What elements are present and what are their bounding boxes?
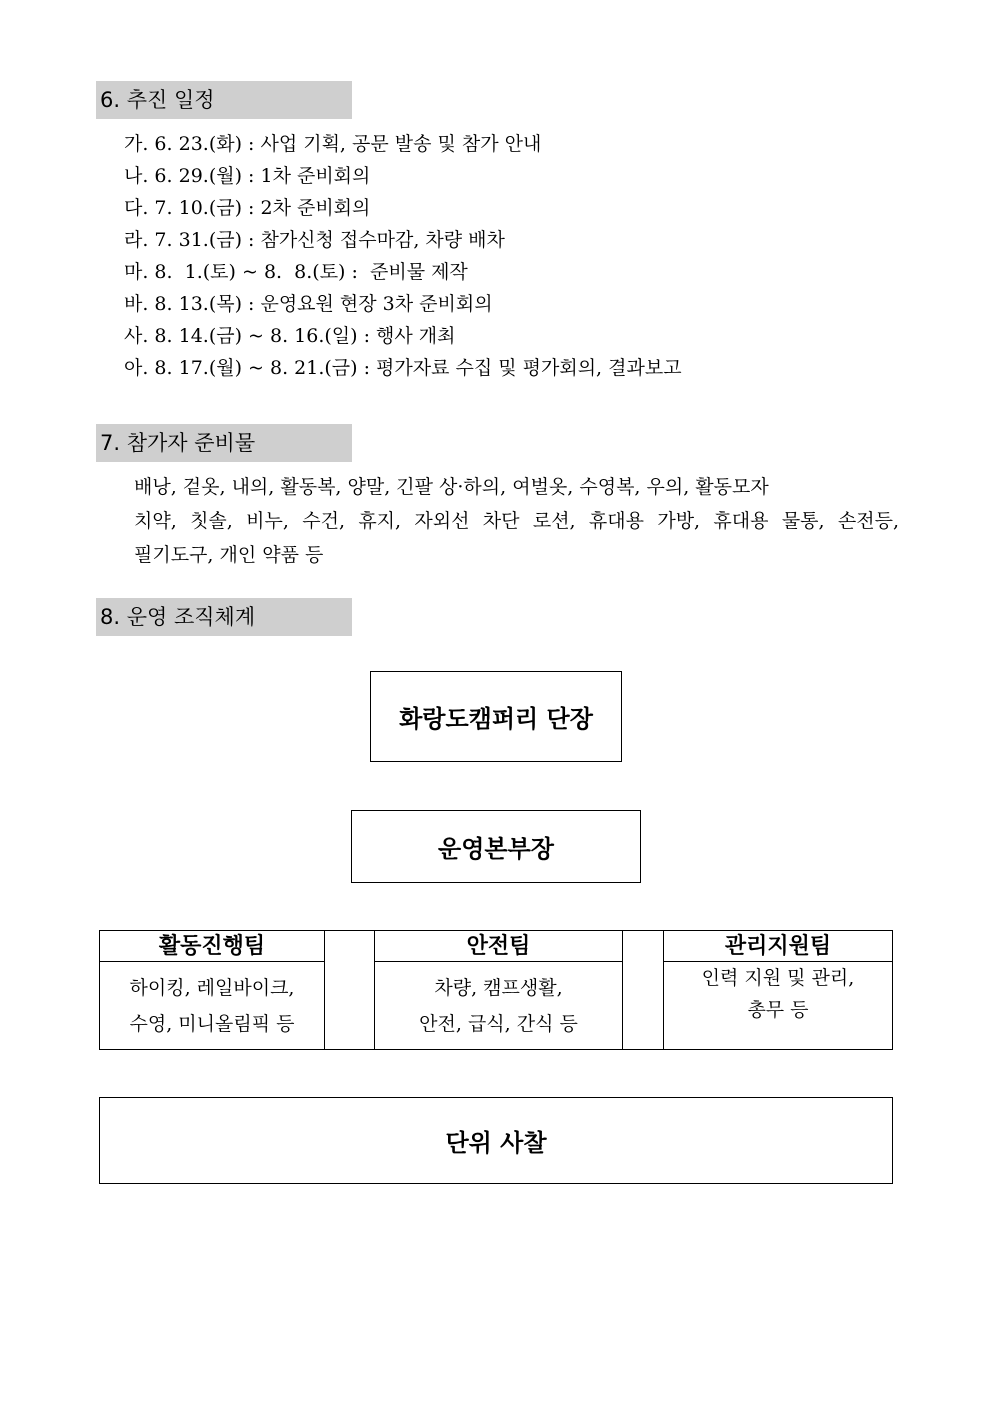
schedule-item: 가. 6. 23.(화) : 사업 기획, 공문 발송 및 참가 안내 (124, 133, 542, 155)
team-gap (324, 930, 375, 1050)
team-activity (99, 930, 325, 1050)
team-desc-line: 안전, 급식, 간식 등 (419, 1013, 578, 1035)
schedule-item: 사. 8. 14.(금) ~ 8. 16.(일) : 행사 개최 (124, 325, 456, 347)
leader-box (370, 671, 622, 762)
unit-temple-box (99, 1097, 893, 1184)
team-gap (622, 930, 664, 1050)
team-title: 안전팀 (375, 931, 622, 962)
supplies-line: 치약, 칫솔, 비누, 수건, 휴지, 자외선 차단 로션, 휴대용 가방, 휴대용 물통, 손전등, (134, 510, 899, 532)
supplies-list (134, 470, 899, 572)
team-title: 활동진행팀 (100, 931, 324, 962)
leader-label: 화랑도캠퍼리 단장 (399, 704, 593, 733)
supplies-line: 필기도구, 개인 약품 등 (134, 544, 324, 566)
team-desc-line: 수영, 미니올림픽 등 (129, 1013, 295, 1035)
schedule-item: 마. 8. 1.(토) ~ 8. 8.(토) : 준비물 제작 (124, 261, 468, 283)
supplies-line: 배낭, 겉옷, 내의, 활동복, 양말, 긴팔 상·하의, 여벌옷, 수영복, 우의, 활동모자 (134, 476, 769, 498)
team-desc-line: 인력 지원 및 관리, (701, 967, 855, 989)
schedule-item: 나. 6. 29.(월) : 1차 준비회의 (124, 165, 371, 187)
team-description (100, 962, 324, 1042)
team-desc-line: 하이킹, 레일바이크, (129, 977, 295, 999)
section-6-heading: 6. 추진 일정 (96, 81, 352, 119)
team-desc-line: 총무 등 (747, 999, 809, 1021)
schedule-item: 라. 7. 31.(금) : 참가신청 접수마감, 차량 배차 (124, 229, 505, 251)
hq-label: 운영본부장 (438, 834, 554, 863)
team-support (663, 930, 893, 1050)
team-desc-line: 차량, 캠프생활, (434, 977, 563, 999)
team-description (664, 962, 892, 1026)
schedule-item: 아. 8. 17.(월) ~ 8. 21.(금) : 평가자료 수집 및 평가회의, 결과보고 (124, 357, 682, 379)
team-title: 관리지원팀 (664, 931, 892, 962)
section-7-heading: 7. 참가자 준비물 (96, 424, 352, 462)
hq-box (351, 810, 641, 883)
section-8-heading: 8. 운영 조직체계 (96, 598, 352, 636)
team-safety (374, 930, 623, 1050)
schedule-item: 바. 8. 13.(목) : 운영요원 현장 3차 준비회의 (124, 293, 493, 315)
unit-temple-label: 단위 사찰 (445, 1128, 547, 1157)
schedule-list (124, 128, 682, 384)
team-description (375, 962, 622, 1042)
schedule-item: 다. 7. 10.(금) : 2차 준비회의 (124, 197, 371, 219)
